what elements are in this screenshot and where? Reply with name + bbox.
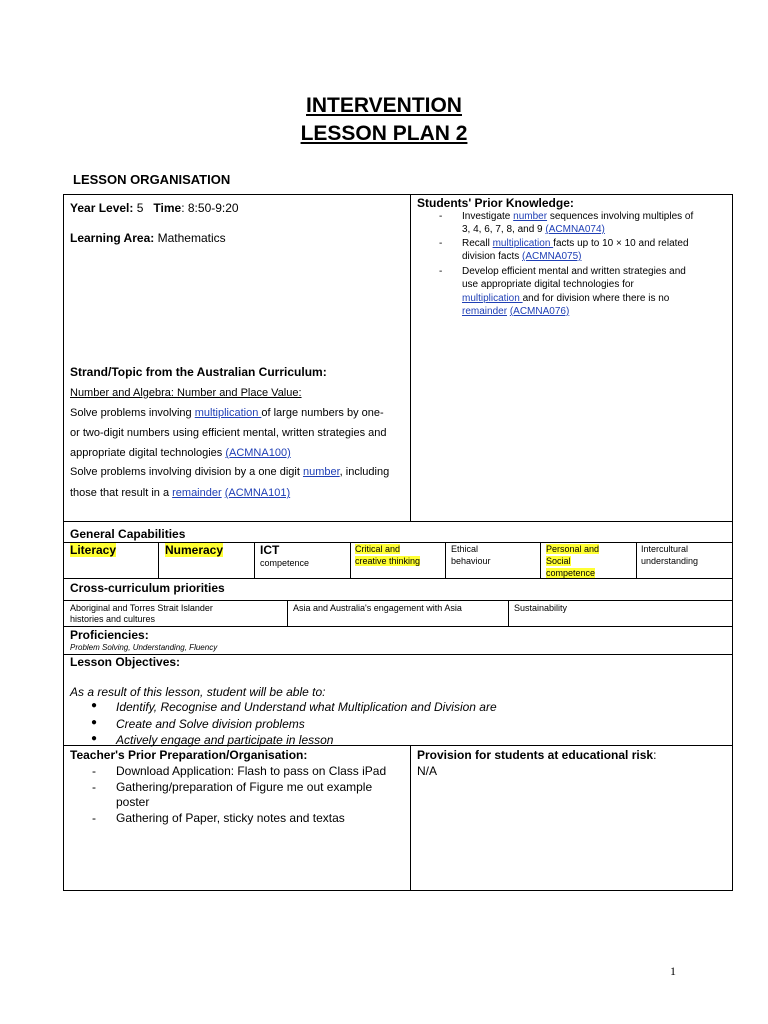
provision-value: N/A (417, 764, 438, 778)
cap-numeracy: Numeracy (165, 543, 224, 557)
acmna075-link[interactable]: (ACMNA075) (522, 251, 582, 262)
section-label: LESSON ORGANISATION (73, 172, 231, 187)
cross-sustainability: Sustainability (514, 603, 568, 613)
dash-bullet: - (439, 266, 443, 277)
cap-ethical-1: Ethical (451, 544, 479, 554)
strand-line-1: Solve problems involving multiplication of large numbers by one- (70, 407, 384, 419)
prior-item-1-line-2: 3, 4, 6, 7, 8, and 9 (ACMNA074) (462, 224, 605, 235)
cap-personal-2: Social (546, 556, 571, 566)
objective-item: Identify, Recognise and Understand what Multiplication and Division are (116, 700, 497, 714)
prior-item-2-line-1: Recall multiplication facts up to 10 × 10 and related (462, 238, 689, 249)
dash-bullet: - (439, 238, 443, 249)
cap-critical-2: creative thinking (355, 556, 421, 566)
acmna100-link[interactable]: (ACMNA100) (225, 447, 291, 459)
bullet-icon: ● (91, 733, 98, 744)
cap-ict-sub: competence (260, 558, 310, 568)
page-title: INTERVENTION (306, 94, 462, 117)
prior-item-3-line-2: use appropriate digital technologies for (462, 279, 634, 290)
cap-intercultural-2: understanding (641, 556, 699, 566)
cross-aboriginal-2: histories and cultures (70, 614, 156, 624)
cross-asia: Asia and Australia's engagement with Asia (293, 603, 462, 613)
prior-knowledge-heading: Students' Prior Knowledge: (417, 196, 574, 210)
prior-item-1-line-1: Investigate number sequences involving multiples of (462, 211, 694, 222)
acmna101-link[interactable]: (ACMNA101) (224, 487, 291, 499)
strand-line-4: Solve problems involving division by a one digit number, including (70, 466, 390, 478)
cap-col-3 (350, 542, 351, 579)
provision-heading: Provision for students at educational risk: (417, 748, 657, 762)
proficiencies-list: Problem Solving, Understanding, Fluency (70, 643, 218, 652)
cap-critical-1: Critical and (355, 544, 401, 554)
cap-personal-3: competence (546, 568, 596, 578)
cross-heading: Cross-curriculum priorities (70, 581, 225, 595)
teacher-prep-heading: Teacher's Prior Preparation/Organisation: (70, 748, 308, 762)
dash-bullet: - (439, 211, 443, 222)
prior-item-3-line-4 (462, 306, 569, 317)
page-number: 1 (670, 964, 676, 978)
dash-bullet: - (92, 780, 96, 794)
dash-bullet: - (92, 764, 96, 778)
cap-col-1 (158, 542, 159, 579)
learning-area: Learning Area: Mathematics (70, 231, 226, 245)
cap-intercultural-1: Intercultural (641, 544, 689, 554)
cap-personal-1: Personal and (546, 544, 600, 554)
top-divider (410, 194, 411, 522)
cross-aboriginal-1: Aboriginal and Torres Strait Islander (70, 603, 213, 613)
objective-item: Create and Solve division problems (116, 717, 305, 731)
multiplication-link-3[interactable]: multiplication (462, 293, 523, 304)
number-link-2[interactable]: number (513, 211, 548, 222)
cap-col-2 (254, 542, 255, 579)
multiplication-link-2[interactable]: multiplication (492, 238, 554, 249)
cap-literacy: Literacy (70, 543, 117, 557)
page-subtitle: LESSON PLAN 2 (300, 122, 468, 145)
number-link[interactable]: number (302, 466, 340, 478)
objectives-intro: As a result of this lesson, student will be able to: (70, 685, 326, 699)
cross-col-2 (508, 600, 509, 627)
strand-line-3: appropriate digital technologies (ACMNA100) (70, 447, 291, 459)
cap-col-5 (540, 542, 541, 579)
acmna076-link[interactable]: (ACMNA076) (509, 306, 570, 317)
cap-col-6 (636, 542, 637, 579)
prior-item-3-line-3: multiplication and for division where there is no (462, 293, 670, 304)
cap-ict: ICT (260, 543, 280, 557)
bullet-icon: ● (91, 717, 98, 728)
multiplication-link[interactable]: multiplication (194, 407, 262, 419)
cap-ethical-2: behaviour (451, 556, 491, 566)
prep-item-2-line-1: Gathering/preparation of Figure me out example (116, 780, 373, 794)
strand-line-5: those that result in a remainder (ACMNA101) (70, 487, 291, 499)
prep-item-3: Gathering of Paper, sticky notes and textas (116, 811, 345, 825)
strand-subheading: Number and Algebra: Number and Place Value: (70, 387, 302, 399)
acmna074-link[interactable]: (ACMNA074) (545, 224, 605, 235)
bullet-icon: ● (91, 700, 98, 711)
objectives-heading: Lesson Objectives: (70, 655, 181, 669)
proficiencies-heading: Proficiencies: (70, 628, 149, 642)
remainder-link-2[interactable]: remainder (462, 306, 508, 317)
strand-heading: Strand/Topic from the Australian Curriculum: (70, 365, 327, 379)
prior-item-3-line-1: Develop efficient mental and written strategies and (462, 266, 686, 277)
capabilities-heading: General Capabilities (70, 527, 186, 541)
remainder-link[interactable]: remainder (172, 487, 222, 499)
cap-col-4 (445, 542, 446, 579)
cross-col-1 (287, 600, 288, 627)
year-time-line: Year Level: 5 Time: 8:50-9:20 (70, 201, 239, 215)
row-line-1 (63, 521, 733, 522)
bottom-divider (410, 745, 411, 891)
strand-line-2: or two-digit numbers using efficient mental, written strategies and (70, 427, 387, 439)
prior-item-2-line-2: division facts (ACMNA075) (462, 251, 582, 262)
prep-item-1: Download Application: Flash to pass on Class iPad (116, 764, 387, 778)
objective-item: Actively engage and participate in lesson (116, 733, 334, 747)
dash-bullet: - (92, 811, 96, 825)
prep-item-2-line-2: poster (116, 795, 150, 809)
